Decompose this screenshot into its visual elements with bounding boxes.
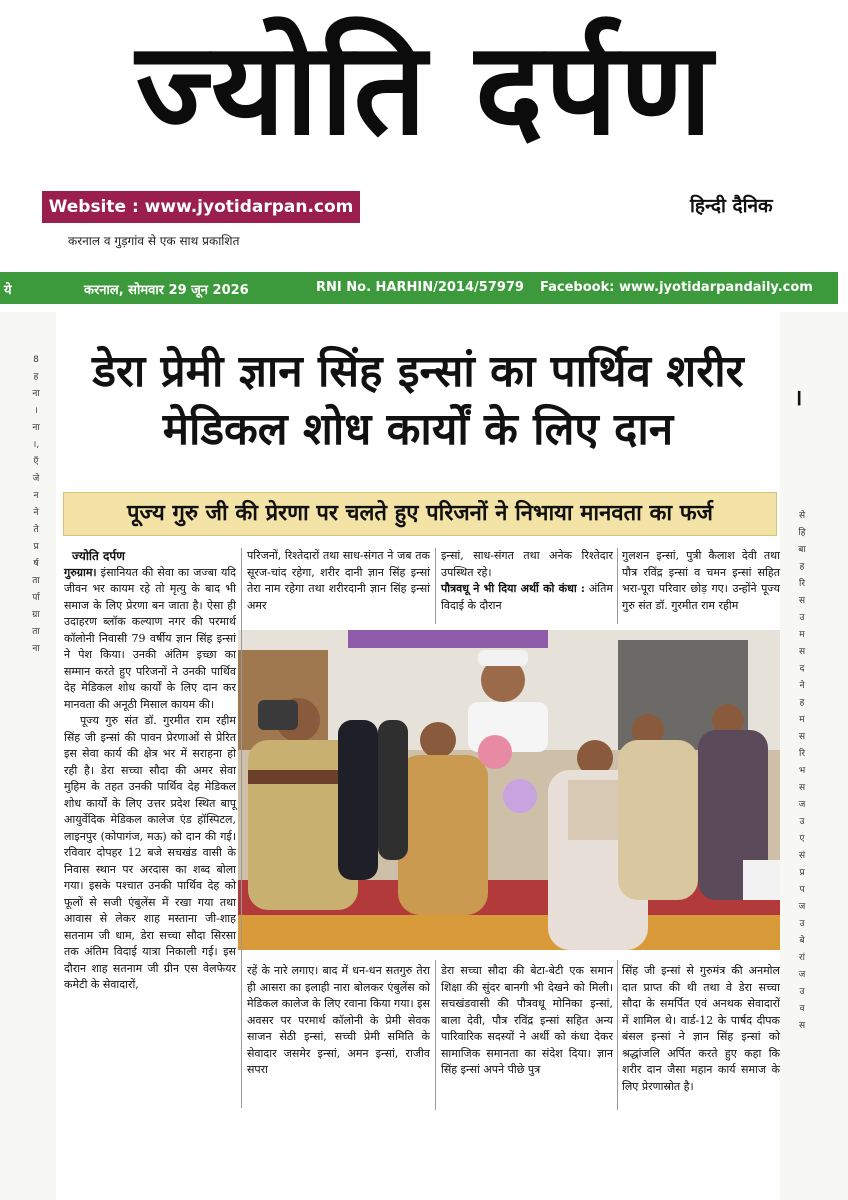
headline-line-1: डेरा प्रेमी ज्ञान सिंह इन्सां का पार्थिव शरीर: [92, 346, 744, 397]
right-edge-char: व: [799, 1004, 805, 1014]
subheadline: पूज्य गुरु जी की प्रेरणा पर चलते हुए परिजनों ने निभाया मानवता का फर्ज: [63, 492, 777, 536]
column-1-paragraph-2: पूज्य गुरु संत डॉ. गुरमीत राम रहीम सिंह जी इन्सां की पावन प्रेरणाओं से प्रेरित इस सेवा कार्य की क्षेत्र भर में सराहना हो रही है। डेरा सच्चा सौदा की अमर सेवा मुहिम के तहत उनकी पार्थिव देह मेडिकल शोध कार्यों के लिए उत्तर प्रदेश स्थित बापू आयुर्वेदिक मेडिकल कालेज एंड हॉस्पिटल, लाइनपुर (कोपागंज, मऊ) को दान की गई। रविवार दोपहर 12 बजे सचखंड वासी के निवास स्थान पर अरदास का शब्द बोला गया। इसके पश्चात उनकी पार्थिव देह को फूलों से सजी एंबुलेंस में रखा गया तथा आवास से लेकर शाह मस्ताना जी-शाह सतनाम जी धाम, डेरा सच्चा सौदा सिरसा तक अंतिम विदाई यात्रा निकाली गई। इस दौरान शाह सतनाम जी ग्रीन एस वेलफेयर कमेटी के सेवादारों,: [64, 714, 236, 991]
right-edge-char: सं: [798, 851, 806, 861]
right-edge-char: रि: [798, 579, 805, 589]
left-edge-char: न: [33, 491, 39, 501]
article-column-4-bottom: सिंह जी इन्सां से गुरुमंत्र की अनमोल दात प्राप्त की थी तथा वे डेरा सच्चा सौदा के समर्पित एवं अनथक सेवादारों में शामिल थे। वार्ड-12 के पार्षद दीपक बंसल इन्सां ने ज्ञान सिंह इन्सां को श्रद्धांजलि अर्पित करते हुए कहा कि शरीर दान जैसा महान कार्य समाज के लिए प्रेरणास्रोत है।: [622, 964, 780, 1093]
left-edge-char: जे: [32, 474, 40, 484]
left-edge-char: ।,: [32, 440, 40, 450]
right-edge-char: बा: [798, 545, 806, 555]
right-edge-char: स: [798, 783, 806, 793]
right-edge-char: ज: [798, 800, 806, 810]
right-edge-char: ने: [799, 681, 805, 691]
column-rule: [435, 960, 436, 1110]
right-edge-char: बे: [799, 936, 805, 946]
left-edge-char: ना: [32, 389, 40, 399]
right-edge-char: प: [799, 885, 805, 895]
right-edge-char: स: [798, 647, 806, 657]
dateline-place: गुरुग्राम।: [64, 565, 97, 579]
right-edge-char: ज: [798, 970, 806, 980]
column-rule: [435, 548, 436, 624]
article-column-3-top: [441, 548, 613, 614]
funeral-procession-photo: [238, 630, 780, 950]
dateline-facebook: Facebook: www.jyotidarpandaily.com: [540, 280, 813, 295]
left-edge-column: [0, 312, 56, 1200]
publication-note: करनाल व गुड़गांव से एक साथ प्रकाशित: [68, 234, 240, 248]
column-3-top-text: इन्सां, साध-संगत तथा अनेक रिश्तेदार उपस्थित रहे।: [441, 549, 613, 579]
article-column-2-bottom: रहें के नारे लगाए। बाद में धन-धन सतगुरु तेरा ही आसरा का इलाही नारा बोलकर एंबुलेंस को मेडिकल कालेज के लिए रवाना किया गया। इस अवसर पर परमार्थ कॉलोनी के प्रेमी सेवक साजन सेठी इन्सां, सच्ची प्रेमी समिति के सेवादार जसमेर इन्सां, अमन इन्सां, राजीव सपरा: [247, 964, 430, 1076]
dateline-bar: [0, 272, 838, 304]
left-edge-char: ता: [32, 627, 40, 637]
article-column-2-top: परिजनों, रिश्तेदारों तथा साध-संगत ने जब तक सूरज-चांद रहेगा, शरीर दानी ज्ञान सिंह इन्सां तेरा नाम रहेगा तथा शरीरदानी ज्ञान सिंह इन्सां अमर: [247, 549, 430, 612]
masthead-title: ज्योति दर्पण: [135, 15, 715, 164]
right-edge-char: म: [799, 715, 805, 725]
column-rule: [617, 548, 618, 624]
byline: ज्योति दर्पण: [72, 549, 125, 563]
right-edge-column: [780, 312, 848, 1200]
right-edge-char: भ: [798, 766, 806, 776]
left-edge-char: प्र: [33, 542, 39, 552]
right-edge-char: ए: [799, 834, 805, 844]
right-edge-char: उ: [799, 919, 805, 929]
section-subtitle: पौत्रवधू ने भी दिया अर्थी को कंधा :: [441, 582, 585, 595]
left-edge-char: ना: [32, 423, 40, 433]
right-edge-char: स: [798, 732, 806, 742]
right-edge-char: स: [798, 596, 806, 606]
left-edge-char: र्पा: [32, 593, 40, 603]
section-subtitle-text: अंतिम विदाई के दौरान: [441, 582, 613, 612]
right-edge-char: ज: [798, 902, 806, 912]
right-edge-char: स: [798, 1021, 806, 1031]
right-edge-char: म: [799, 630, 805, 640]
left-edge-char: 8: [33, 355, 39, 365]
left-edge-text: [28, 352, 44, 658]
article-column-4-top: गुलशन इन्सां, पुत्री कैलाश देवी तथा पौत्र रविंद्र इन्सां व चमन इन्सां सहित भरा-पूरा परिवार छोड़ गए। उन्होंने पूज्य गुरु संत डॉ. गुरमीत राम रहीम: [622, 549, 780, 612]
website-banner: Website : www.jyotidarpan.com: [42, 191, 360, 223]
left-edge-char: ग्रा: [32, 610, 40, 620]
right-edge-char: उ: [799, 987, 805, 997]
right-edge-text: [794, 508, 810, 1035]
right-edge-char: उ: [799, 613, 805, 623]
right-edge-char: रां: [798, 953, 805, 963]
right-edge-char: उ: [799, 817, 805, 827]
dateline-place-date: करनाल, सोमवार 29 जून 2026: [84, 283, 249, 298]
dateline-rni: RNI No. HARHIN/2014/57979: [316, 280, 524, 295]
tagline: हिन्दी दैनिक: [690, 195, 773, 217]
right-edge-char: प्र: [799, 868, 805, 878]
right-edge-char: ह: [799, 698, 805, 708]
left-edge-char: र्ष: [33, 559, 39, 569]
left-edge-char: ना: [32, 644, 40, 654]
article-column-3-bottom: डेरा सच्चा सौदा की बेटा-बेटी एक समान शिक्षा की सुंदर बानगी भी देखने को मिली। सचखंडवासी की पौत्रवधू मोनिका इन्सां, बाला देवी, पौत्र रविंद्र इन्सां सहित अन्य पारिवारिक सदस्यों ने अर्थी को कंधा देकर सामाजिक समानता का संदेश दिया। ज्ञान सिंह इन्सां अपने पीछे पुत्र: [441, 964, 613, 1076]
right-edge-char: हि: [798, 528, 806, 538]
left-edge-char: ता: [32, 576, 40, 586]
article-column-1: [64, 548, 236, 994]
left-edge-char: ने: [33, 508, 39, 518]
headline: [56, 343, 780, 459]
right-edge-mark: ।: [794, 386, 803, 411]
right-edge-char: से: [798, 511, 806, 521]
column-rule: [241, 548, 242, 1108]
right-edge-char: रि: [798, 749, 805, 759]
right-edge-char: द: [799, 664, 805, 674]
left-edge-char: ह: [33, 372, 39, 382]
dateline-edge: ये: [4, 283, 12, 298]
column-rule: [617, 960, 618, 1110]
left-edge-char: एँ: [33, 457, 39, 467]
left-edge-char: ।: [34, 406, 38, 416]
headline-line-2: मेडिकल शोध कार्यों के लिए दान: [162, 404, 674, 455]
left-edge-char: ते: [33, 525, 39, 535]
news-photo: [238, 630, 780, 950]
right-edge-char: ह: [799, 562, 805, 572]
column-1-paragraph-1: इंसानियत की सेवा का जज्बा यदि जीवन भर कायम रहे तो मृत्यु के बाद भी समाज के लिए प्रेरणा बन जाता है। ऐसा ही उदाहरण ब्लॉक कल्याण नगर की परमार्थ कॉलोनी निवासी 79 वर्षीय ज्ञान सिंह इन्सां ने पेश किया। उनकी अंतिम इच्छा का सम्मान करते हुए परिजनों ने उनकी पार्थिव देह मेडिकल शोध कार्यों के लिए दान कर मानवता की अनूठी मिसाल कायम की।: [64, 565, 237, 711]
